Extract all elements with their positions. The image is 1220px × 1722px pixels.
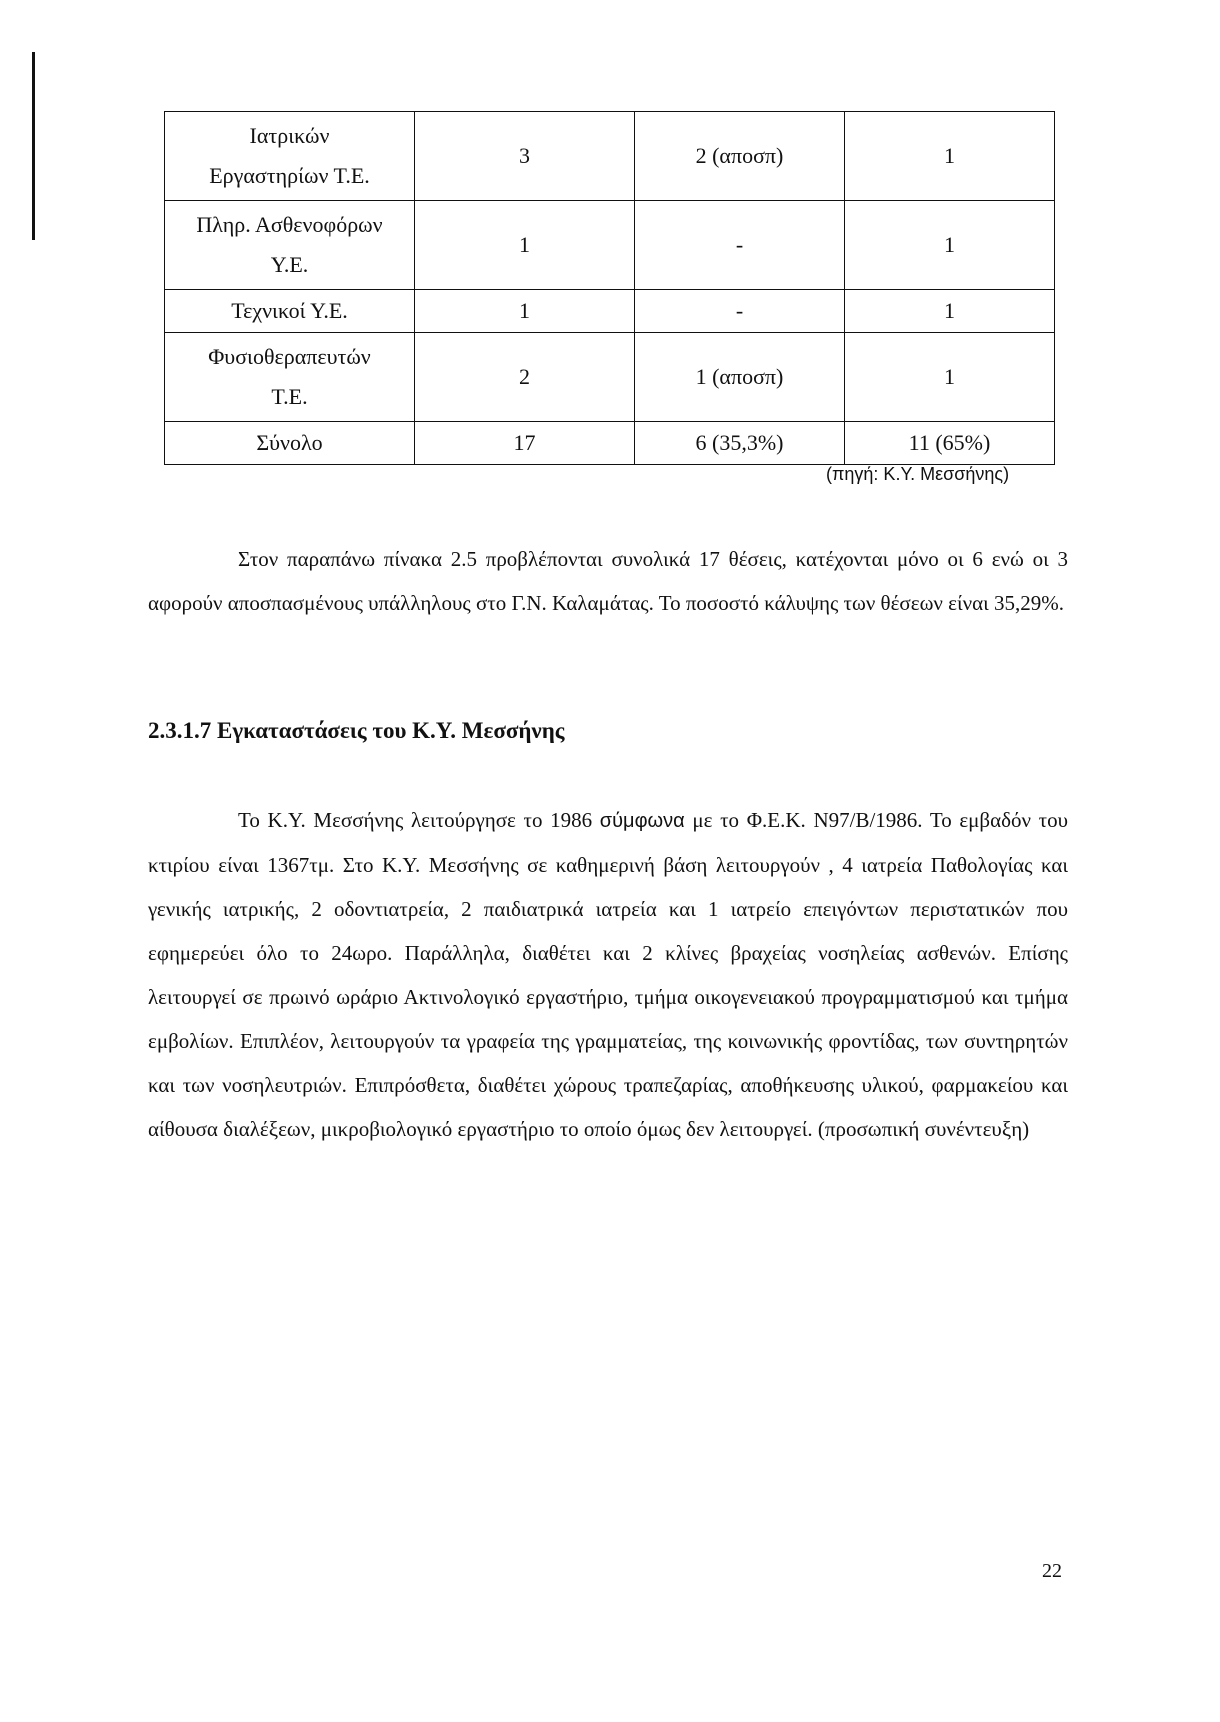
detached-cell: -: [635, 290, 845, 333]
table-row: [165, 112, 1055, 201]
paragraph-emphasis: σύμφωνα: [599, 810, 685, 832]
specialty-cell: Σύνολο: [165, 422, 415, 465]
specialty-cell: Πληρ. Ασθενοφόρων Υ.Ε.: [165, 201, 415, 290]
provisioned-cell: 1: [415, 290, 635, 333]
provisioned-cell: 1: [415, 201, 635, 290]
table-row: [165, 290, 1055, 333]
provisioned-cell: 3: [415, 112, 635, 201]
specialty-cell: Φυσιοθεραπευτών Τ.Ε.: [165, 333, 415, 422]
table-total-row: [165, 422, 1055, 465]
paragraph-table-summary: Στον παραπάνω πίνακα 2.5 προβλέπονται συνολικά 17 θέσεις, κατέχονται μόνο οι 6 ενώ οι 3 αφορούν αποσπασμένους υπάλληλους στο Γ.Ν. Καλαμάτας. Το ποσοστό κάλυψης των θέσεων είναι 35,29%.: [148, 547, 1068, 615]
filled-cell: 1: [845, 201, 1055, 290]
staff-positions-table: [164, 111, 1055, 465]
paragraph-facilities: [148, 798, 1068, 1151]
detached-cell: 2 (αποσπ): [635, 112, 845, 201]
filled-cell: 11 (65%): [845, 422, 1055, 465]
specialty-cell: Τεχνικοί Υ.Ε.: [165, 290, 415, 333]
filled-cell: 1: [845, 333, 1055, 422]
specialty-cell: Ιατρικών Εργαστηρίων Τ.Ε.: [165, 112, 415, 201]
table-row: [165, 201, 1055, 290]
provisioned-cell: 2: [415, 333, 635, 422]
page-number: 22: [1042, 1560, 1062, 1582]
provisioned-cell: 17: [415, 422, 635, 465]
detached-cell: -: [635, 201, 845, 290]
filled-cell: 1: [845, 112, 1055, 201]
paragraph-text: με το Φ.Ε.Κ. Ν97/Β/1986. Το εμβαδόν του κτιρίου είναι 1367τμ. Στο Κ.Υ. Μεσσήνης σε καθημερινή βάση λειτουργούν , 4 ιατρεία Παθολογίας και γενικής ιατρικής, 2 οδοντιατρεία, 2 παιδιατρικά ιατρεία και 1 ιατρείο επειγόντων περιστατικών που εφημερεύει όλο το 24ωρο. Παράλληλα, διαθέτει και 2 κλίνες βραχείας νοσηλείας ασθενών. Επίσης λειτουργεί σε πρωινό ωράριο Ακτινολογικό εργαστήριο, τμήμα οικογενειακού προγραμματισμού και τμήμα εμβολίων. Επιπλέον, λειτουργούν τα γραφεία της γραμματείας, της κοινωνικής φροντίδας, των συντηρητών και των νοσηλευτριών. Επιπρόσθετα, διαθέτει χώρους τραπεζαρίας, αποθήκευσης υλικού, φαρμακείου και αίθουσα διαλέξεων, μικροβιολογικό εργαστήριο το οποίο όμως δεν λειτουργεί. (προσωπική συνέντευξη): [148, 808, 1068, 1141]
table-source-note: (πηγή: Κ.Υ. Μεσσήνης): [826, 464, 1010, 484]
detached-cell: 6 (35,3%): [635, 422, 845, 465]
section-heading: 2.3.1.7 Εγκαταστάσεις του Κ.Υ. Μεσσήνης: [148, 718, 565, 743]
paragraph-text: Το Κ.Υ. Μεσσήνης λειτούργησε το 1986: [238, 808, 600, 832]
table-row: [165, 333, 1055, 422]
filled-cell: 1: [845, 290, 1055, 333]
detached-cell: 1 (αποσπ): [635, 333, 845, 422]
margin-rule: [32, 52, 35, 240]
